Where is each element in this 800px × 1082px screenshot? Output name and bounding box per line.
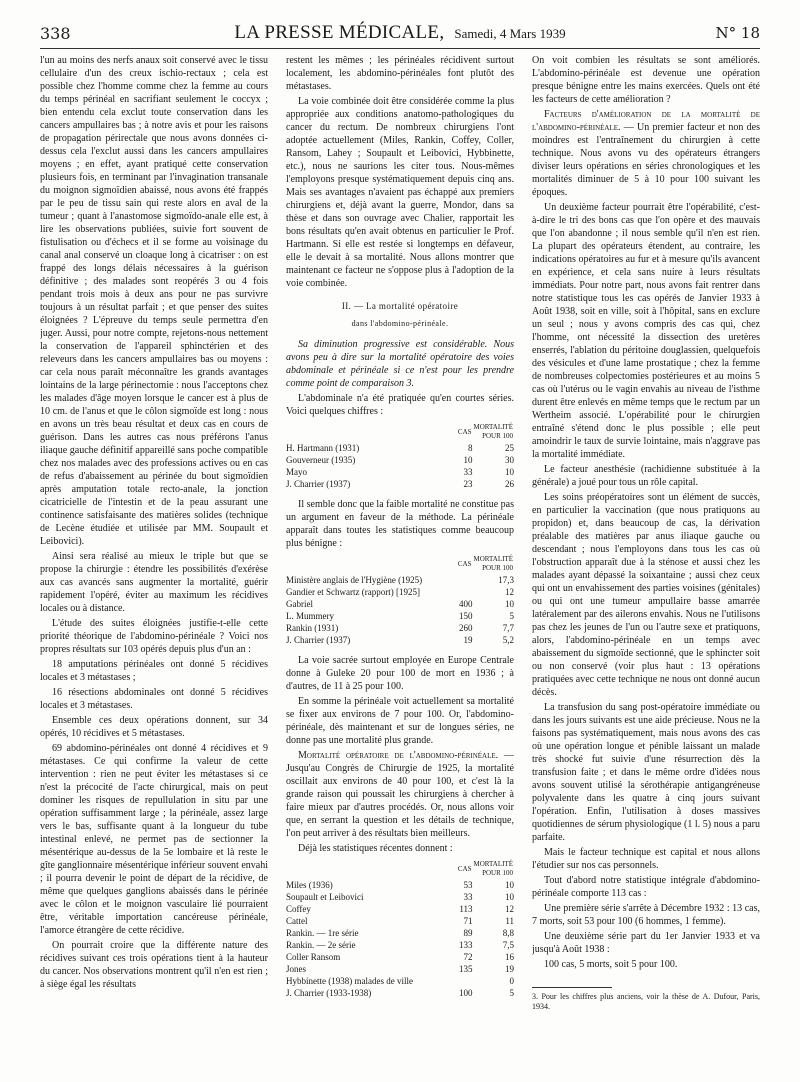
footnote: 3. Pour les chiffres plus anciens, voir la thèse de A. Dufour, Paris, 1934. [532, 992, 760, 1011]
paragraph: 69 abdomino-périnéales ont donné 4 récidives et 9 métastases. Ce qui confirme la valeur de cette intervention : rien ne peut éviter les métastases si ce n'est la précocité de l'acte chirurgical, mais on peut dominer les risques de repullulation in situ par une opération suffisamment large ; la périnéale, assez large vers le bas, suffisante quant à la longueur du tube intestinal enlevé, ne permet pas de sectionner la mésentérique au-dessus de la 5e lombaire et là reste le gîte ganglionnaire mésentérique inférieur souvent envahi ; il pourra devenir le point de départ de la récidive, de même que quelques ganglions abaissés dans le périnée avec le côlon et le moignon vasculaire lié pourraient être, véritable importation cancéreuse périnéale, l'amorce étrangère de cette récidive. [40, 743, 268, 936]
row-label: Gouverneur (1935) [286, 455, 356, 465]
paragraph: La voie sacrée surtout employée en Europe Centrale donne à Guleke 20 pour 100 de mort en 1936 ; à d'autres, de 11 à 25 pour 100. [286, 655, 514, 692]
mortality-cell: 5,2 [502, 635, 514, 645]
row-label: Rankin. — 1re série [286, 928, 359, 938]
row-label: Ministère anglais de l'Hygiène (1925) [286, 575, 423, 585]
paragraph: La voie combinée doit être considérée comme la plus appropriée aux conditions anatomo-pathologiques du cancer du rectum. De nombreux chirurgiens l'ont adoptée actuellement (Miles, Rankin, Coffey, Coller, Ransom, Lahey ; Soupault et Leibovici, Hybbinette, etc.), nous ne saurions les citer tous. Nous-mêmes l'employons presque systématiquement depuis cinq ans. Mais ses avantages n'avaient pas échappé aux premiers chirurgiens et, déjà avant la guerre, Mondor, dans sa thèse et dans son ouvrage avec Chalier, rapportait les bons résultats qu'en avait obtenus en particulier le Prof. Hartmann. Si elle est restée si longtemps en défaveur, elle le devait à sa mortalité. Nous allons montrer que maintenant ce facteur ne s'oppose plus à l'adoption de la voie combinée. [286, 96, 514, 289]
row-label: Rankin. — 2e série [286, 940, 356, 950]
section-heading: II. — La mortalité opératoire [341, 301, 459, 311]
mortality-cell: 5 [509, 988, 514, 998]
table-row [286, 622, 514, 634]
row-label: Coffey [286, 904, 311, 914]
mortality-cell: 0 [509, 976, 514, 986]
row-label: Coller Ransom [286, 952, 341, 962]
paragraph: Les soins préopératoires sont un élément de succès, en particulier la vaccination (que nous pratiquons au propidon) et, dans beaucoup de cas, la dérivation préalable des matières par anus iliaque gauche ou descendant ; nous l'employons dans tous les cas où l'obstruction apparaît due à la sténose et aussi chez les malades ayant dépassé la soixantaine ; aussi chez ceux qui ont un envahissement des parties voisines (génitales) ou qui ont une tumeur ampullaire basse amarrée latéralement par des ailerons envahis. Nous ne l'utilisons pas chez les jeunes de l'un ou l'autre sexe et pratiquons, alors, l'abdomino-périnéale en un temps avec abaissement du sigmoïde sectionné, que le sphincter soit ou non conservé (voir plus haut : 13 opérations pratiquées avec cette technique ne nous ont donné aucun décès. [532, 492, 760, 698]
table-row [286, 478, 514, 490]
table-row [286, 927, 514, 939]
cases-cell: 113 [459, 904, 473, 914]
run-in-heading: Facteurs d'amélioration de la mortalité de l'abdomino-périnéale. [532, 109, 760, 133]
paragraph-text: — Un premier facteur et non des moindres est l'entraînement du chirurgien à cette technique. Nous avons vu des opérateurs étrangers diviser leurs opérations en séries chronologiques et les mortalités diminuer de 5 à 10 pour 100 suivant les époques. [532, 122, 760, 198]
paragraph [532, 108, 760, 199]
page-header [40, 20, 760, 49]
cases-cell: 260 [459, 623, 473, 633]
issue-date: Samedi, 4 Mars 1939 [454, 26, 566, 41]
table-row [286, 903, 514, 915]
paragraph: Une première série s'arrête à Décembre 1932 : 13 cas, 7 morts, soit 53 pour 100 (6 hommes, 1 femme). [532, 903, 760, 927]
table-row [286, 975, 514, 987]
paragraph: Sa diminution progressive est considérable. Nous avons peu à dire sur la mortalité opératoire des voies abdominale et périnéale si ce n'est pour les prendre comme point de comparaison 3. [286, 339, 514, 389]
mortality-cell: 10 [505, 892, 514, 902]
row-label: J. Charrier (1933-1938) [286, 988, 372, 998]
issue-number: N° 18 [715, 24, 760, 42]
run-in-heading: Mortalité opératoire de l'abdomino-périnéale. [298, 750, 499, 761]
footnote-rule [532, 987, 612, 988]
table-row [286, 586, 514, 598]
cases-cell: 33 [463, 892, 473, 902]
column-left [40, 54, 268, 1064]
mortality-cell: 7,5 [502, 940, 514, 950]
mortality-cell: 5 [509, 611, 514, 621]
cases-cell: 10 [463, 455, 473, 465]
cases-cell: 19 [463, 635, 473, 645]
cases-cell: 133 [459, 940, 473, 950]
row-label: Mayo [286, 467, 307, 477]
paragraph: Ensemble ces deux opérations donnent, sur 34 opérés, 10 récidives et 5 métastases. [40, 715, 268, 739]
table-row [286, 634, 514, 646]
paragraph: En somme la périnéale voit actuellement sa mortalité se fixer aux environs de 7 pour 100. Or, l'abdomino-périnéale, dès maintenant et sur de longues séries, ne donne pas une mortalité plus grande. [286, 696, 514, 746]
mortality-cell: 25 [505, 443, 514, 453]
abdomino-perineal-mortality-table [286, 859, 514, 999]
mortality-cell: 12 [505, 587, 514, 597]
abdominal-mortality-table [286, 422, 514, 490]
perineal-mortality-table [286, 554, 514, 646]
cases-cell: 100 [459, 988, 473, 998]
paragraph: Tout d'abord notre statistique intégrale d'abdomino-périnéale comporte 113 cas : [532, 875, 760, 899]
paragraph: restent les mêmes ; les périnéales récidivent surtout localement, les abdomino-périnéales font plutôt des métastases. [286, 55, 514, 92]
table-row [286, 939, 514, 951]
paragraph: 100 cas, 5 morts, soit 5 pour 100. [544, 959, 678, 970]
paragraph: La transfusion du sang post-opératoire immédiate ou dans les jours suivants est une aide précieuse. Nous ne la faisons pas systématiquement, mais nous avons des cas où une opération longue et pénible laissant un malade très shocké fut suivie d'une résurrection dès la transfusion faite ; et dans le même ordre d'idées nous avons souvent utilisé la sérothérapie antigangréneuse polyvalente dans les quatre à cinq jours suivant l'opération. Enfin, l'utilisation à doses massives quotidiennes de sérum physiologique (1 l. 5) nous a paru parfaite. [532, 702, 760, 843]
column-header: MORTALITÉ POUR 100 [473, 423, 513, 440]
cases-cell: 71 [463, 916, 473, 926]
mortality-cell: 12 [505, 904, 514, 914]
paragraph-text: — Jusqu'au Congrès de Chirurgie de 1925, la mortalité oscillait aux environs de 40 pour 100, et c'est là la grande raison qui poussait les chirurgiens à chercher à faire mieux par d'autres procédés. Or, nous allons voir que, en serrant la question et les détails de technique, l'on peut arriver à des résultats bien meilleurs. [286, 750, 514, 839]
mortality-cell: 26 [505, 479, 514, 489]
paragraph: Mais le facteur technique est capital et nous allons l'étudier sur nos cas personnels. [532, 847, 760, 871]
table-row [286, 963, 514, 975]
cases-cell: 33 [463, 467, 473, 477]
table-row [286, 891, 514, 903]
mortality-cell: 17,3 [498, 575, 514, 585]
column-header: MORTALITÉ POUR 100 [473, 555, 513, 572]
row-label: Gandier et Schwartz (rapport) [1925] [286, 587, 420, 597]
paragraph: 16 résections abdominales ont donné 5 récidives locales et 3 métastases. [40, 687, 268, 711]
row-label: J. Charrier (1937) [286, 635, 351, 645]
cases-cell: 89 [463, 928, 473, 938]
section-subheading: dans l'abdomino-périnéale. [351, 319, 449, 328]
row-label: Miles (1936) [286, 880, 333, 890]
row-label: J. Charrier (1937) [286, 479, 351, 489]
table-row [286, 598, 514, 610]
row-label: L. Mummery [286, 611, 334, 621]
table-row [286, 879, 514, 891]
table-row [286, 951, 514, 963]
column-middle [286, 54, 514, 1064]
paragraph: Ainsi sera réalisé au mieux le triple but que se propose la chirurgie : étendre les possibilités d'exérèse aux cas avancés sans augmenter la mortalité, guérir rapidement l'opéré, éviter au maximum les récidives locales ou à distance. [40, 551, 268, 614]
cases-cell: 400 [459, 599, 473, 609]
paragraph: On pourrait croire que la différente nature des récidives suivant ces trois opérations tient à la hauteur du cancer. Nos observations montrent qu'il n'en est rien ; à siège égal les résultats [40, 940, 268, 990]
paragraph: On voit combien les résultats se sont améliorés. L'abdomino-périnéale est devenue une opération presque bénigne entre les mains exercées. Quels ont été les facteurs de cette amélioration ? [532, 55, 760, 105]
column-header: CAS [457, 559, 472, 568]
mortality-cell: 16 [505, 952, 514, 962]
mortality-cell: 10 [505, 599, 514, 609]
mortality-cell: 10 [505, 880, 514, 890]
cases-cell [443, 586, 473, 598]
paragraph: 18 amputations périnéales ont donné 5 récidives locales et 3 métastases ; [40, 659, 268, 683]
mortality-cell: 19 [505, 964, 514, 974]
table-row [286, 987, 514, 999]
table-row [286, 574, 514, 586]
table-row [286, 454, 514, 466]
row-label: Gabriel [286, 599, 313, 609]
column-header: MORTALITÉ POUR 100 [473, 860, 513, 877]
cases-cell: 150 [459, 611, 473, 621]
cases-cell: 135 [459, 964, 473, 974]
cases-cell: 72 [463, 952, 473, 962]
row-label: Cattel [286, 916, 308, 926]
paragraph [286, 749, 514, 840]
cases-cell [443, 975, 473, 987]
paragraph: Un deuxième facteur pourrait être l'opérabilité, c'est-à-dire le tri des bons cas que l'on opère et des mauvais que l'on abandonne ; il nous semble qu'il n'en est rien. La plupart des opérateurs étendent, au contraire, les indications opératoires au fur et à mesure qu'ils avancent en expérience, et cela sans nuire à leurs résultats immédiats. Pour notre part, nous avons fait rentrer dans notre statistique tous les cas opérés de Janvier 1933 à Août 1938, soit en ville, soit à l'hôpital, sans en exclure un seul ; nous y avons compris des cas qui, chez l'homme, ont nécessité la dissection des uretères enserrés, l'ablation du péritoine douglassien, quelquefois des vésicules et d'une lame prostatique ; chez la femme de nombreuses colpectomies postérieures et au moins 5 cas où l'utérus ou le vagin envahis au niveau de l'isthme durent être enlevés en même temps que le rectum par un Wertheim associé. L'opérabilité pour le chirurgien entraîné s'étend donc le plus possible ; elle peut amoindrir le taux de survie lointaine, mais n'aggrave pas la mortalité immédiate. [532, 202, 760, 460]
paragraph: l'un au moins des nerfs anaux soit conservé avec le tissu cellulaire d'un des creux ischio-rectaux ; cela est possible chez l'homme comme chez la femme au cours du temps périnéal en sacrifiant seulement le coccyx ; bien entendu cela exclut toute conservation dans les cancers ampullaires bas ; à notre avis et pour les raisons de propagation périrectale que nous avons données ci-dessus cela l'exclut aussi dans les cancers ampullaires moyens ; en effet, ayant pratiqué cette conservation plusieurs fois, en terminant par l'invagination transanale du moignon sigmoïdien abaissé, nous avons été frappés par le peu de tissu sain qui reste alors en aval de la tumeur ; quant à l'anastomose sigmoïdo-anale elle est, à lire les observations publiées, suivie fort souvent de fistulisation ou d'échecs et il se forme au voisinage du canal anal conservé un cloaque long à cicatriser : on est frappé des longs délais nécessaires à la guérison définitive ; des malades sont reopérés 3 ou 4 fois pendant trois mois à deux ans pour ne pas survivre toujours à un résultat parfait ; et que penser des suites éloignées ? L'épreuve du temps seule permettra d'en juger. Aussi, pour notre compte, rejetons-nous nettement la conservation de l'appareil sphinctérien et des releveurs dans les cancers ampullaires bas ou moyens : car cela nous paraît méconnaître les grands avantages lointains de la large périnectomie : nous l'acceptons chez les malades d'âge moyen lorsque le cancer est à plus de 10 cm. de l'anus et que le côlon sigmoïde est long : nous en avons un très beau résultat et deux cas en cours de guérison. Dans les autres cas nous préférons l'anus iliaque gauche définitif appareillé sans poche compatible chez nos malades avec des professions actives ou en cas de refus d'abaissement au périnée du bout sigmoïdien après amputation totale recto-anale, la jonction cicatricielle de l'intestin et de la peau assurant une continence satisfaisante des matières solides (technique de Lecène étudiée et utilisée par MM. Soupault et Leibovici). [40, 55, 268, 547]
paragraph: Une deuxième série part du 1er Janvier 1933 et va jusqu'à Août 1938 : [532, 931, 760, 955]
column-right [532, 54, 760, 1064]
table-row [286, 442, 514, 454]
row-label: Jones [286, 964, 306, 974]
row-label: Hybbinette (1938) malades de ville [286, 976, 413, 986]
paragraph: L'abdominale n'a été pratiquée qu'en courtes séries. Voici quelques chiffres : [286, 393, 514, 417]
mortality-cell: 10 [505, 467, 514, 477]
journal-title: LA PRESSE MÉDICALE, [234, 22, 445, 43]
mortality-cell: 7,7 [502, 623, 514, 633]
column-header: CAS [457, 864, 472, 873]
cases-cell: 23 [463, 479, 473, 489]
cases-cell: 53 [463, 880, 473, 890]
column-header: CAS [457, 427, 472, 436]
row-label: Rankin (1931) [286, 623, 339, 633]
running-title [40, 22, 760, 44]
mortality-cell: 30 [505, 455, 514, 465]
mortality-cell: 11 [505, 916, 514, 926]
cases-cell [443, 574, 473, 586]
paragraph: Le facteur anesthésie (rachidienne substituée à la générale) a joué pour tous un rôle capital. [532, 464, 760, 488]
paragraph: L'étude des suites éloignées justifie-t-elle cette priorité théorique de l'abdomino-périnéale ? Voici nos propres résultats sur 103 opérés depuis plus d'un an : [40, 618, 268, 655]
row-label: H. Hartmann (1931) [286, 443, 360, 453]
table-row [286, 466, 514, 478]
mortality-cell: 8,8 [502, 928, 514, 938]
table-row [286, 610, 514, 622]
table-row [286, 915, 514, 927]
page-number: 338 [40, 24, 71, 43]
paragraph: Déjà les statistiques récentes donnent : [298, 843, 453, 854]
paragraph: Il semble donc que la faible mortalité ne constitue pas un argument en faveur de la méthode. La périnéale apparaît dans toutes les statistiques comme beaucoup plus bénigne : [286, 499, 514, 549]
cases-cell: 8 [468, 443, 473, 453]
row-label: Soupault et Leibovici [286, 892, 364, 902]
